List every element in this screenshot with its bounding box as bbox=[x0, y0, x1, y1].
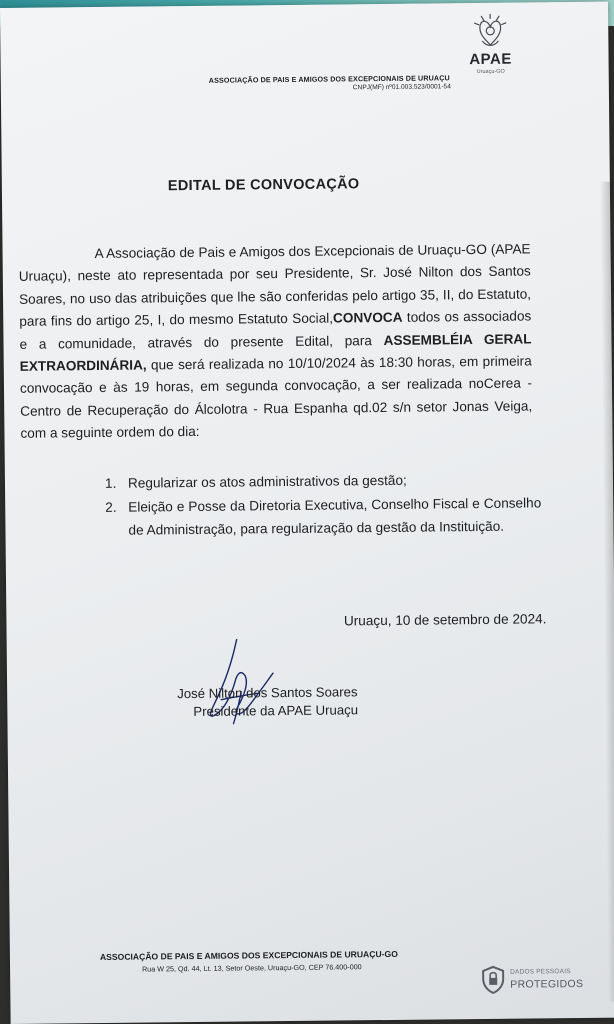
logo-subtitle: Uruaçu-GO bbox=[476, 68, 505, 76]
shield-lock-icon bbox=[480, 965, 506, 995]
date-line: Uruaçu, 10 de setembro de 2024. bbox=[343, 611, 547, 629]
document-title: EDITAL DE CONVOCAÇÃO bbox=[167, 176, 360, 195]
agenda-item-text: Eleição e Posse da Diretoria Executiva, Conselho Fiscal e Conselho de Administração, para regularização da gestão da Instituição. bbox=[128, 495, 542, 538]
body-bold-convoca: CONVOCA bbox=[332, 310, 403, 326]
agenda-list bbox=[101, 468, 542, 544]
body-text-1: A Associação de Pais e Amigos dos Excepcionais de Uruaçu-GO (APAE Uruaçu), neste ato representada por seu Presidente, Sr. José Nilton dos Santos Soares, no uso das atribuições que lhe são conferidas pelo artigo 35, II, do Estatuto, para fins do artigo 25, I, do mesmo Estatuto Social, bbox=[18, 241, 532, 330]
body-bold-assembleia: ASSEMBLÉIA GERAL EXTRAORDINÁRIA, bbox=[19, 331, 532, 374]
header-association: ASSOCIAÇÃO DE PAIS E AMIGOS DOS EXCEPCIONAIS DE URUAÇU bbox=[208, 73, 450, 85]
footer-address: Rua W 25, Qd. 44, Lt. 13, Setor Oeste, Uruaçu-GO, CEP 76.400-000 bbox=[142, 962, 362, 974]
data-protection-badge bbox=[480, 960, 590, 1001]
agenda-item-text: Regularizar os atos administrativos da gestão; bbox=[127, 472, 407, 491]
body-text-3: que será realizada no 10/10/2024 às 18:30 horas, em primeira convocação e às 19 horas, em segunda convocação, a ser realizada noCerea - Centro de Recuperação do Álcolotra - Rua Espanha qd.02 s/n setor Jonas Veiga, com a seguinte ordem do dia: bbox=[19, 353, 533, 442]
body-text-2: todos os associados e a comunidade, através do presente Edital, para bbox=[19, 308, 532, 352]
apae-logo-icon bbox=[470, 11, 510, 51]
logo-text: APAE bbox=[469, 50, 512, 69]
document-body bbox=[18, 238, 532, 445]
badge-line-2: PROTEGIDOS bbox=[510, 977, 584, 991]
agenda-item-number: 1. bbox=[104, 475, 117, 491]
document-page bbox=[0, 2, 614, 1024]
agenda-item bbox=[101, 468, 541, 495]
apae-logo bbox=[462, 11, 519, 82]
signatory-role: Presidente da APAE Uruaçu bbox=[193, 702, 359, 720]
agenda-item bbox=[101, 493, 541, 542]
agenda-item-number: 2. bbox=[105, 500, 117, 516]
header-cnpj: CNPJ(MF) nº01.003.523/0001-54 bbox=[352, 83, 451, 92]
signatory-name: José Nilton dos Santos Soares bbox=[177, 684, 358, 702]
footer-association: ASSOCIAÇÃO DE PAIS E AMIGOS DOS EXCEPCIONAIS DE URUAÇU-GO bbox=[99, 948, 398, 963]
badge-line-1: DADOS PESSOAIS bbox=[510, 968, 571, 976]
page-shadow bbox=[600, 182, 614, 1002]
